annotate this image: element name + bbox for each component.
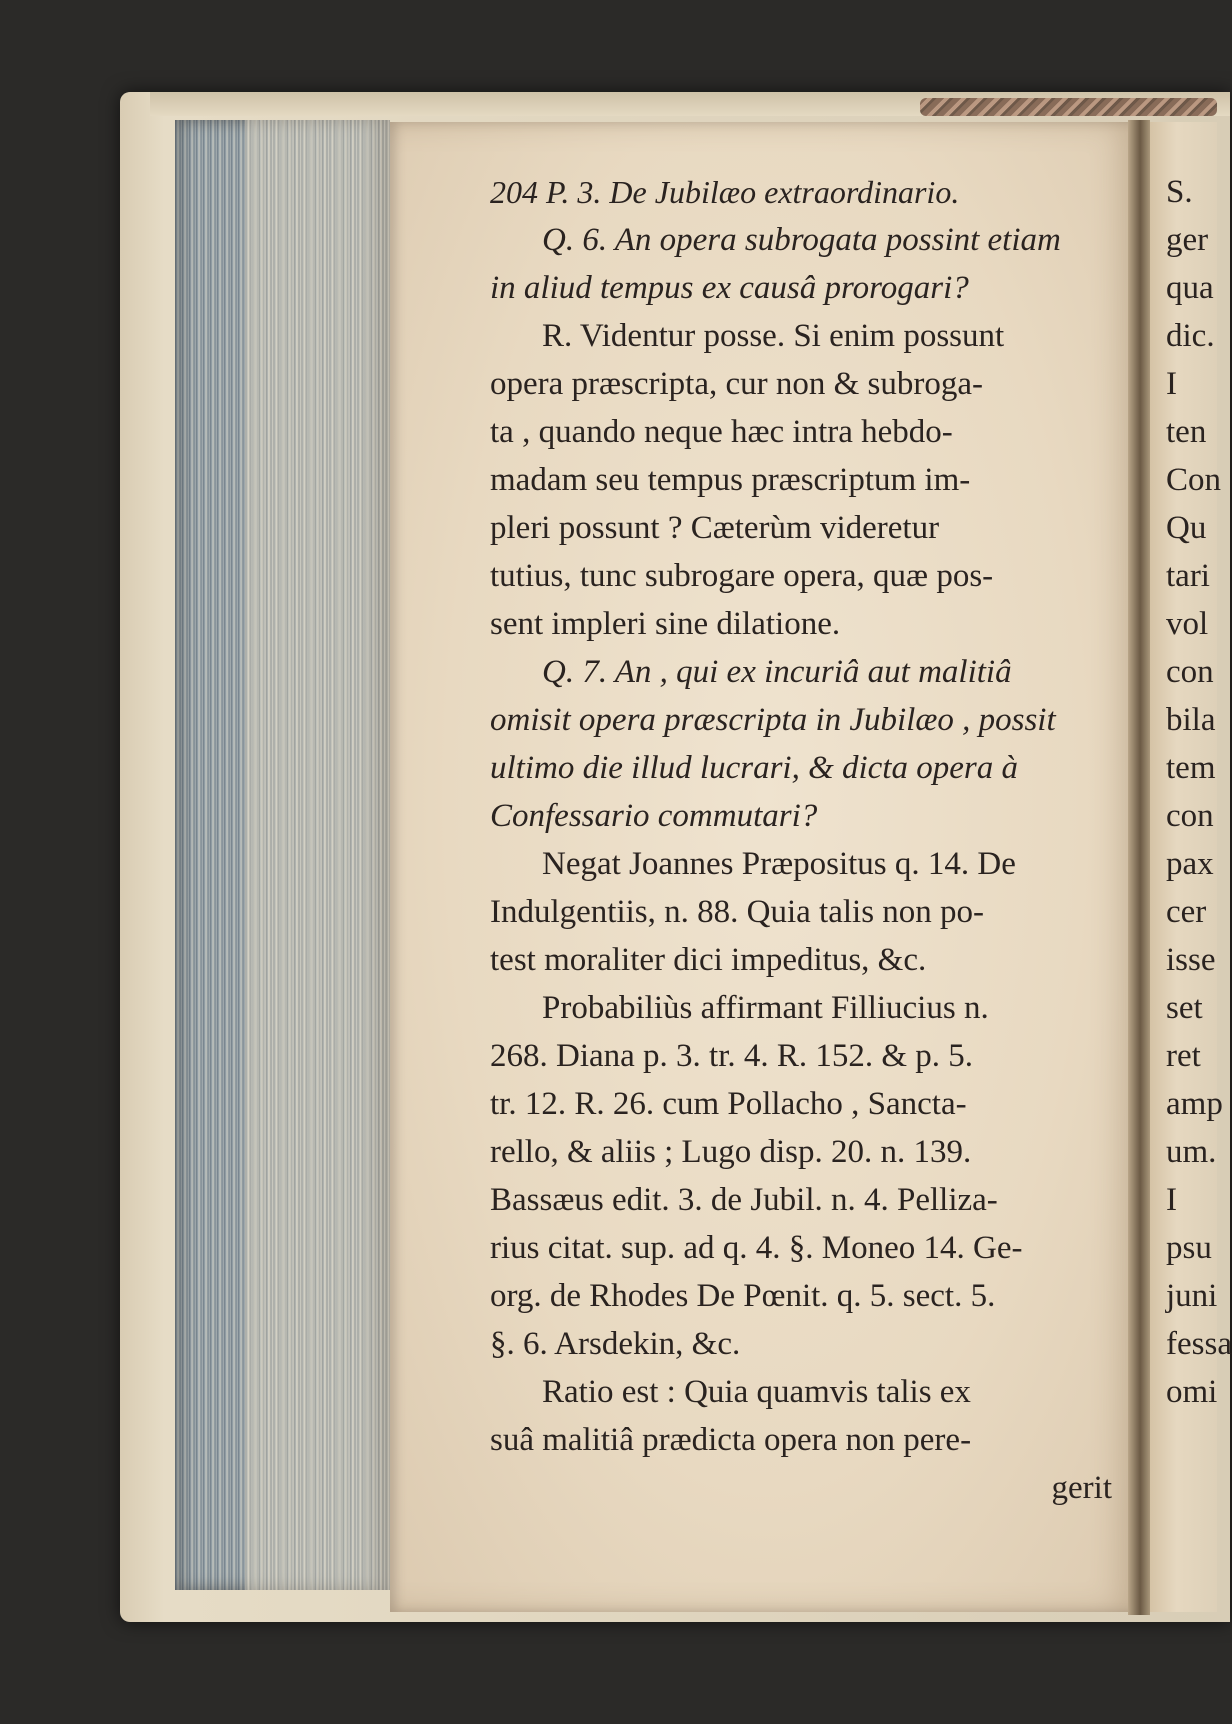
fragment-line: con [1166, 654, 1214, 690]
text-line: tr. 12. R. 26. cum Pollacho , Sancta- [490, 1086, 967, 1122]
fragment-line: juni [1166, 1278, 1218, 1314]
body-lines [490, 216, 1120, 1464]
fragment-line: Qu [1166, 510, 1207, 546]
text-line: in aliud tempus ex causâ prorogari? [490, 270, 969, 306]
text-line: test moraliter dici impeditus, &c. [490, 942, 927, 978]
running-head: 204 P. 3. De Jubilæo extraordinario. [490, 174, 960, 210]
next-page-fragments [1166, 168, 1232, 1416]
text-line: Q. 7. An , qui ex incuriâ aut malitiâ [542, 654, 1012, 690]
fragment-line: Con [1166, 462, 1222, 498]
fragment-line: pax [1166, 846, 1214, 882]
page-stack-highlight [245, 120, 390, 1590]
fragment-line: con [1166, 798, 1214, 834]
fragment-line: I [1166, 366, 1177, 402]
text-line: suâ malitiâ prædicta opera non pere- [490, 1422, 972, 1458]
text-line: Negat Joannes Præpositus q. 14. De [542, 846, 1016, 882]
fragment-line: ret [1166, 1038, 1201, 1074]
fragment-line: S. [1166, 174, 1193, 210]
fragment-line: ten [1166, 414, 1207, 450]
text-line: tutius, tunc subrogare opera, quæ pos- [490, 558, 994, 594]
fragment-line: isse [1166, 942, 1216, 978]
fragment-line: fessa [1166, 1326, 1232, 1362]
text-line: Probabiliùs affirmant Filliucius n. [542, 990, 989, 1026]
text-line: opera præscripta, cur non & subroga- [490, 366, 984, 402]
text-line: rius citat. sup. ad q. 4. §. Moneo 14. Ge- [490, 1230, 1023, 1266]
text-line: omisit opera præscripta in Jubilæo , possit [490, 702, 1056, 738]
text-line: Bassæus edit. 3. de Jubil. n. 4. Pelliza- [490, 1182, 998, 1218]
text-line: Indulgentiis, n. 88. Quia talis non po- [490, 894, 985, 930]
text-line: Q. 6. An opera subrogata possint etiam [542, 222, 1061, 258]
fragment-line: tem [1166, 750, 1216, 786]
text-line: madam seu tempus præscriptum im- [490, 462, 971, 498]
page-text-block [490, 168, 1120, 1512]
text-line: 268. Diana p. 3. tr. 4. R. 152. & p. 5. [490, 1038, 974, 1074]
fragment-line: cer [1166, 894, 1207, 930]
text-line: rello, & aliis ; Lugo disp. 20. n. 139. [490, 1134, 972, 1170]
fragment-line: amp [1166, 1086, 1223, 1122]
headband [920, 98, 1217, 116]
fragment-line: um. [1166, 1134, 1217, 1170]
book-gutter [1128, 120, 1150, 1615]
text-line: org. de Rhodes De Pœnit. q. 5. sect. 5. [490, 1278, 996, 1314]
fragment-line: set [1166, 990, 1203, 1026]
catchword: gerit [1051, 1470, 1112, 1506]
text-line: Confessario commutari? [490, 798, 818, 834]
text-line: Ratio est : Quia quamvis talis ex [542, 1374, 971, 1410]
fragment-line: I [1166, 1182, 1177, 1218]
fragment-line: tari [1166, 558, 1210, 594]
text-line: sent impleri sine dilatione. [490, 606, 841, 642]
fragment-line: psu [1166, 1230, 1212, 1266]
text-line: R. Videntur posse. Si enim possunt [542, 318, 1005, 354]
fragment-line: omi [1166, 1374, 1218, 1410]
fragment-line: qua [1166, 270, 1214, 306]
fragment-line: ger [1166, 222, 1209, 258]
text-line: ultimo die illud lucrari, & dicta opera à [490, 750, 1018, 786]
fragment-line: dic. [1166, 318, 1215, 354]
fragment-line: bila [1166, 702, 1216, 738]
text-line: ta , quando neque hæc intra hebdo- [490, 414, 953, 450]
fragment-line: vol [1166, 606, 1209, 642]
text-line: §. 6. Arsdekin, &c. [490, 1326, 741, 1362]
text-line: pleri possunt ? Cæterùm videretur [490, 510, 940, 546]
